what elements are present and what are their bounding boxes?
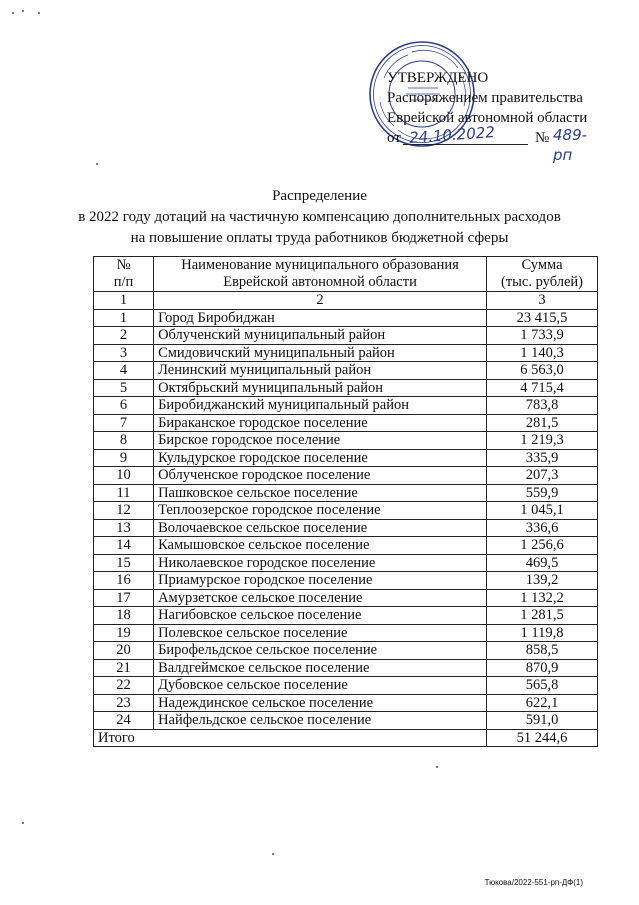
table-row bbox=[94, 712, 598, 730]
table-row bbox=[94, 659, 598, 677]
row-sum: 870,9 bbox=[487, 659, 598, 677]
table-row bbox=[94, 624, 598, 642]
row-municipality: Полевское сельское поселение bbox=[154, 624, 487, 642]
row-number: 21 bbox=[94, 659, 154, 677]
approval-date-number bbox=[387, 123, 597, 164]
header-municipality bbox=[154, 257, 487, 292]
row-sum: 336,6 bbox=[487, 519, 598, 537]
row-sum: 565,8 bbox=[487, 677, 598, 695]
header-number bbox=[94, 257, 154, 292]
approval-block bbox=[387, 68, 597, 164]
row-number: 13 bbox=[94, 519, 154, 537]
header-sum bbox=[487, 257, 598, 292]
header-municipality-line2: Еврейской автономной области bbox=[223, 274, 417, 290]
header-sum-line2: (тыс. рублей) bbox=[501, 274, 583, 290]
table-row bbox=[94, 694, 598, 712]
table-row bbox=[94, 467, 598, 485]
table-row bbox=[94, 362, 598, 380]
table-row bbox=[94, 327, 598, 345]
row-sum: 335,9 bbox=[487, 449, 598, 467]
column-number-row bbox=[94, 292, 598, 310]
row-number: 6 bbox=[94, 397, 154, 415]
number-prefix: № bbox=[535, 130, 550, 146]
row-municipality: Кульдурское городское поселение bbox=[154, 449, 487, 467]
table-row bbox=[94, 607, 598, 625]
row-municipality: Пашковское сельское поселение bbox=[154, 484, 487, 502]
scan-speck bbox=[12, 12, 14, 14]
table-row bbox=[94, 502, 598, 520]
title-line-1: Распределение bbox=[272, 188, 367, 204]
row-number: 17 bbox=[94, 589, 154, 607]
row-municipality: Биробиджанский муниципальный район bbox=[154, 397, 487, 415]
table-row bbox=[94, 677, 598, 695]
handwritten-date: 24.10.2022 bbox=[408, 123, 496, 147]
row-sum: 139,2 bbox=[487, 572, 598, 590]
table-row bbox=[94, 397, 598, 415]
row-municipality: Облученский муниципальный район bbox=[154, 327, 487, 345]
row-number: 1 bbox=[94, 309, 154, 327]
header-number-line2: п/п bbox=[113, 274, 134, 290]
total-row bbox=[94, 729, 598, 747]
column-number: 3 bbox=[487, 292, 598, 310]
scan-speck bbox=[38, 12, 40, 14]
table-row bbox=[94, 379, 598, 397]
row-number: 14 bbox=[94, 537, 154, 555]
row-municipality: Город Биробиджан bbox=[154, 309, 487, 327]
row-number: 8 bbox=[94, 432, 154, 450]
scan-speck bbox=[22, 822, 24, 824]
scan-speck bbox=[22, 10, 24, 12]
row-number: 18 bbox=[94, 607, 154, 625]
row-municipality: Найфельдское сельское поселение bbox=[154, 712, 487, 730]
row-number: 11 bbox=[94, 484, 154, 502]
row-municipality: Бираканское городское поселение bbox=[154, 414, 487, 432]
approval-decree-line: Распоряжением правительства bbox=[387, 90, 583, 106]
row-number: 12 bbox=[94, 502, 154, 520]
row-sum: 4 715,4 bbox=[487, 379, 598, 397]
total-label: Итого bbox=[94, 729, 487, 747]
row-number: 19 bbox=[94, 624, 154, 642]
row-municipality: Теплоозерское городское поселение bbox=[154, 502, 487, 520]
row-municipality: Амурзетское сельское поселение bbox=[154, 589, 487, 607]
row-sum: 1 733,9 bbox=[487, 327, 598, 345]
table-row bbox=[94, 519, 598, 537]
row-sum: 23 415,5 bbox=[487, 309, 598, 327]
row-number: 23 bbox=[94, 694, 154, 712]
table-row bbox=[94, 484, 598, 502]
row-number: 3 bbox=[94, 344, 154, 362]
row-municipality: Октябрьский муниципальный район bbox=[154, 379, 487, 397]
row-municipality: Приамурское городское поселение bbox=[154, 572, 487, 590]
row-sum: 591,0 bbox=[487, 712, 598, 730]
row-sum: 1 132,2 bbox=[487, 589, 598, 607]
handwritten-number: 489-рп bbox=[553, 126, 588, 164]
date-prefix: от bbox=[387, 130, 401, 146]
table-row bbox=[94, 554, 598, 572]
column-number: 1 bbox=[94, 292, 154, 310]
total-sum: 51 244,6 bbox=[487, 729, 598, 747]
row-municipality: Камышовское сельское поселение bbox=[154, 537, 487, 555]
column-number: 2 bbox=[154, 292, 487, 310]
row-sum: 1 119,8 bbox=[487, 624, 598, 642]
scan-speck bbox=[436, 766, 438, 768]
row-municipality: Валдгеймское сельское поселение bbox=[154, 659, 487, 677]
table-row bbox=[94, 449, 598, 467]
row-sum: 858,5 bbox=[487, 642, 598, 660]
title-line-3: на повышение оплаты труда работников бюджетной сферы bbox=[130, 230, 509, 246]
row-number: 7 bbox=[94, 414, 154, 432]
table-row bbox=[94, 344, 598, 362]
approval-authority-line: Еврейской автономной области bbox=[387, 110, 588, 126]
row-sum: 559,9 bbox=[487, 484, 598, 502]
scan-speck bbox=[272, 853, 274, 855]
row-municipality: Николаевское городское поселение bbox=[154, 554, 487, 572]
row-number: 16 bbox=[94, 572, 154, 590]
row-municipality: Надеждинское сельское поселение bbox=[154, 694, 487, 712]
title-line-2: в 2022 году дотаций на частичную компенсацию дополнительных расходов bbox=[78, 209, 561, 225]
header-number-line1: № bbox=[116, 257, 131, 273]
row-sum: 1 256,6 bbox=[487, 537, 598, 555]
row-number: 10 bbox=[94, 467, 154, 485]
row-number: 20 bbox=[94, 642, 154, 660]
row-sum: 1 281,5 bbox=[487, 607, 598, 625]
row-municipality: Дубовское сельское поселение bbox=[154, 677, 487, 695]
scan-speck bbox=[96, 163, 98, 165]
row-municipality: Смидовичский муниципальный район bbox=[154, 344, 487, 362]
row-number: 9 bbox=[94, 449, 154, 467]
row-municipality: Ленинский муниципальный район bbox=[154, 362, 487, 380]
row-municipality: Бирофельдское сельское поселение bbox=[154, 642, 487, 660]
table-row bbox=[94, 642, 598, 660]
row-number: 22 bbox=[94, 677, 154, 695]
row-sum: 1 045,1 bbox=[487, 502, 598, 520]
document-code: Тюкова/2022-551-рп-ДФ(1) bbox=[484, 878, 583, 887]
row-municipality: Нагибовское сельское поселение bbox=[154, 607, 487, 625]
table-header-row bbox=[94, 257, 598, 292]
row-number: 5 bbox=[94, 379, 154, 397]
distribution-table bbox=[93, 256, 598, 747]
row-number: 4 bbox=[94, 362, 154, 380]
table-row bbox=[94, 432, 598, 450]
table-row bbox=[94, 537, 598, 555]
header-sum-line1: Сумма bbox=[521, 257, 563, 273]
row-sum: 207,3 bbox=[487, 467, 598, 485]
row-sum: 783,8 bbox=[487, 397, 598, 415]
row-sum: 1 140,3 bbox=[487, 344, 598, 362]
row-municipality: Бирское городское поселение bbox=[154, 432, 487, 450]
row-number: 15 bbox=[94, 554, 154, 572]
row-sum: 1 219,3 bbox=[487, 432, 598, 450]
row-sum: 6 563,0 bbox=[487, 362, 598, 380]
header-municipality-line1: Наименование муниципального образования bbox=[181, 257, 459, 273]
row-sum: 281,5 bbox=[487, 414, 598, 432]
document-title bbox=[0, 186, 639, 249]
table-row bbox=[94, 589, 598, 607]
table-body bbox=[94, 309, 598, 729]
row-sum: 622,1 bbox=[487, 694, 598, 712]
row-number: 24 bbox=[94, 712, 154, 730]
row-sum: 469,5 bbox=[487, 554, 598, 572]
approval-heading: УТВЕРЖДЕНО bbox=[387, 70, 489, 86]
row-municipality: Волочаевское сельское поселение bbox=[154, 519, 487, 537]
table-row bbox=[94, 414, 598, 432]
table-row bbox=[94, 309, 598, 327]
row-municipality: Облученское городское поселение bbox=[154, 467, 487, 485]
row-number: 2 bbox=[94, 327, 154, 345]
table-row bbox=[94, 572, 598, 590]
